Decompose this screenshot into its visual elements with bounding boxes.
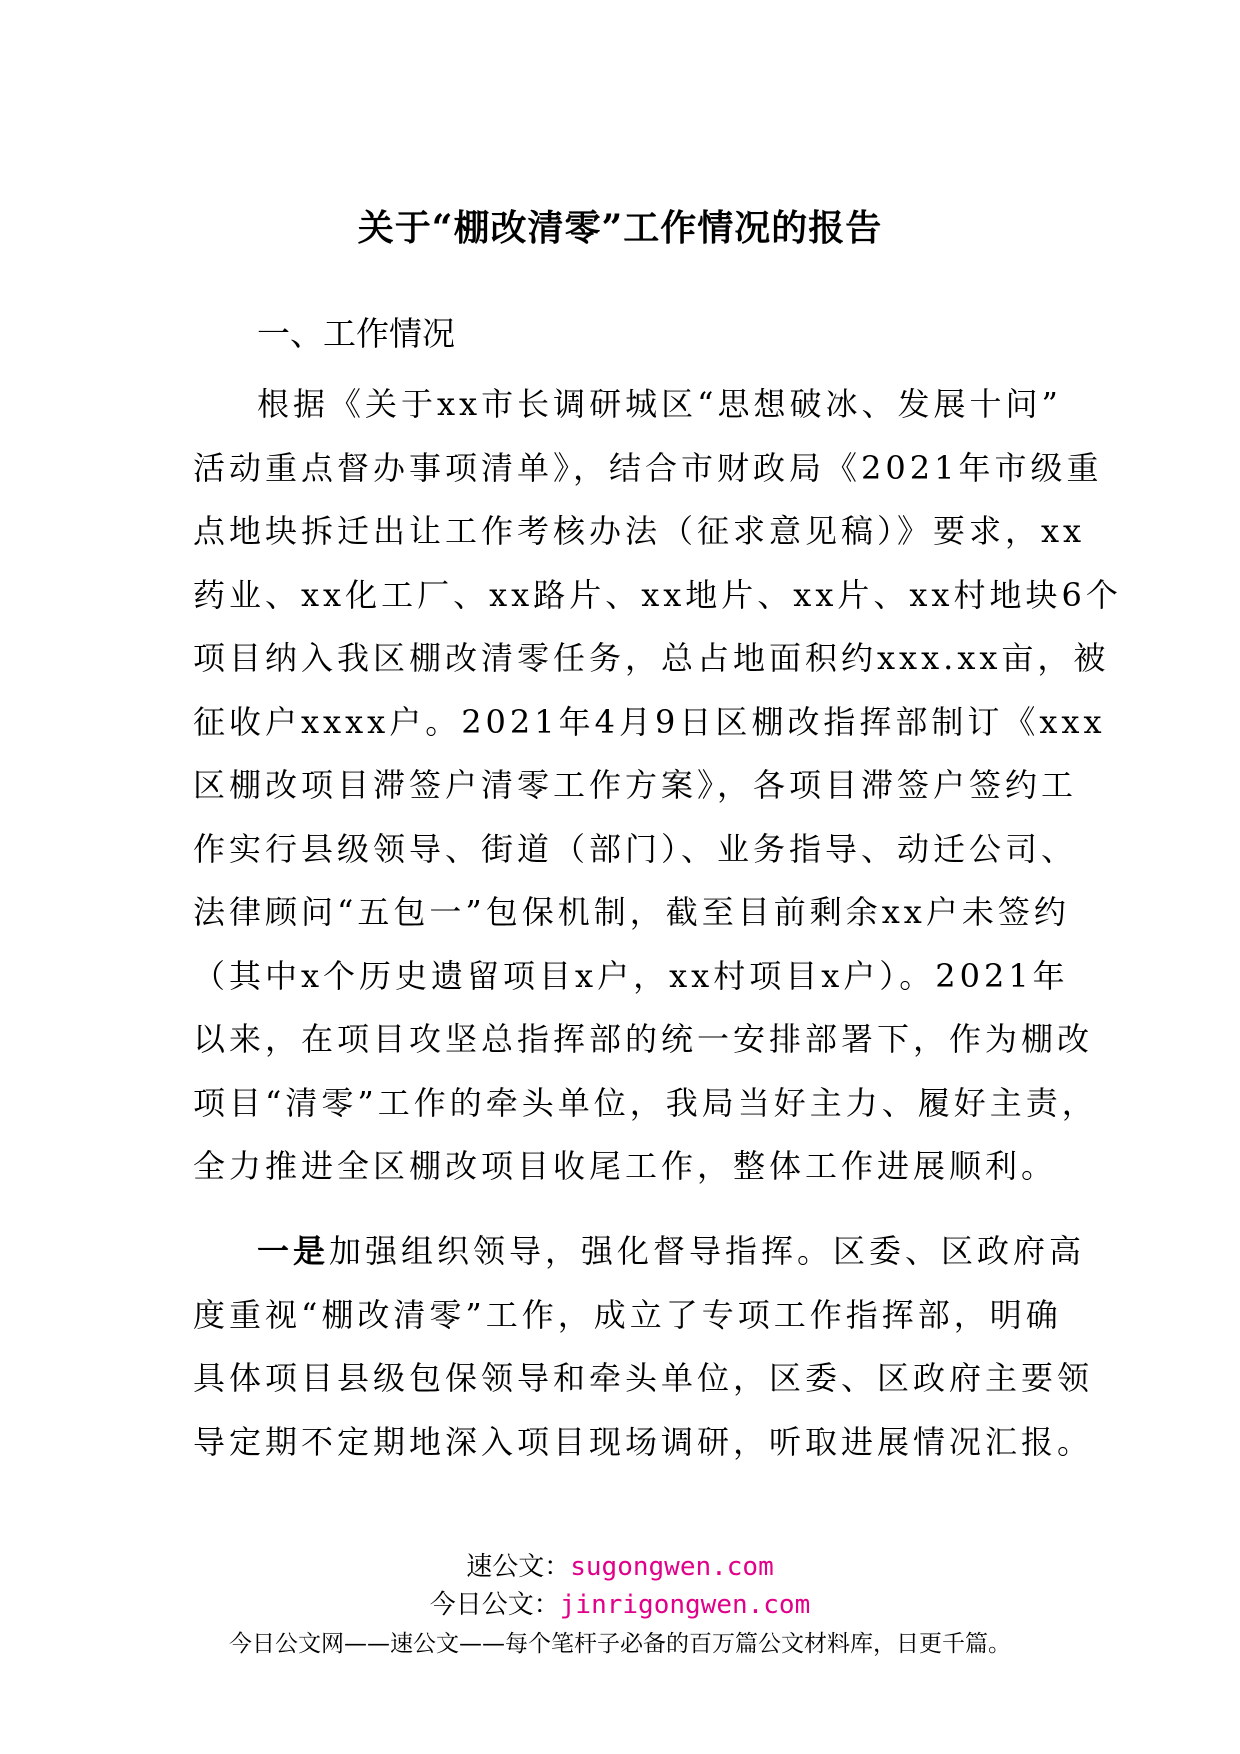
paragraph-work-status <box>193 373 1122 1199</box>
paragraph-line: （其中x个历史遗留项目x户，xx村项目x户）。2021年 <box>193 956 1069 995</box>
paragraph-line: 项目纳入我区棚改清零任务，总占地面积约xxx.xx亩，被 <box>193 639 1110 677</box>
footer-link-sugongwen[interactable]: sugongwen.com <box>570 1552 774 1582</box>
footer-jinrigongwen <box>0 1584 1240 1621</box>
footer-label: 今日公文： <box>429 1590 560 1620</box>
footer-slogan: 今日公文网——速公文——每个笔杆子必备的百万篇公文材料库，日更千篇。 <box>229 1631 1011 1657</box>
paragraph-line: 点地块拆迁出让工作考核办法（征求意见稿）》要求，xx <box>193 512 1086 550</box>
paragraph-line: 活动重点督办事项清单》，结合市财政局《2021年市级重 <box>193 448 1103 487</box>
paragraph-line: 以来，在项目攻坚总指挥部的统一安排部署下，作为棚改 <box>193 1020 1094 1058</box>
paragraph-line: 药业、xx化工厂、xx路片、xx地片、xx片、xx村地块6个 <box>193 575 1122 614</box>
paragraph-line-text: 加强组织领导，强化督导指挥。区委、区政府高 <box>329 1232 1086 1270</box>
paragraph-line: 作实行县级领导、街道（部门）、业务指导、动迁公司、 <box>193 829 1078 868</box>
paragraph-line: 度重视“棚改清零”工作，成立了专项工作指挥部，明确 <box>193 1295 1062 1334</box>
footer-sugongwen <box>0 1546 1240 1583</box>
paragraph-line: 具体项目县级包保领导和牵头单位，区委、区政府主要领 <box>193 1359 1094 1397</box>
footer-label: 速公文： <box>466 1552 571 1582</box>
paragraph-line: 法律顾问“五包一”包保机制，截至目前剩余xx户未签约 <box>193 893 1070 931</box>
paragraph-line: 导定期不定期地深入项目现场调研，听取进展情况汇报。 <box>193 1422 1094 1461</box>
document-title: 关于“棚改清零”工作情况的报告 <box>357 207 883 249</box>
paragraph-line: 根据《关于xx市长调研城区“思想破冰、发展十问” <box>257 385 1062 423</box>
paragraph-lead: 一是 <box>257 1232 330 1270</box>
paragraph-line: 征收户xxxx户。2021年4月9日区棚改指挥部制订《xxx <box>193 702 1106 741</box>
paragraph-line: 全力推进全区棚改项目收尾工作，整体工作进展顺利。 <box>193 1147 1058 1185</box>
paragraph-line: 项目“清零”工作的牵头单位，我局当好主力、履好主责， <box>193 1083 1098 1122</box>
footer-link-jinrigongwen[interactable]: jinrigongwen.com <box>559 1590 811 1620</box>
paragraph-line <box>193 1220 1086 1284</box>
paragraph-line: 区棚改项目滞签户清零工作方案》，各项目滞签户签约工 <box>193 766 1078 804</box>
paragraph-organization <box>193 1220 1094 1474</box>
section-heading: 一、工作情况 <box>257 314 455 353</box>
